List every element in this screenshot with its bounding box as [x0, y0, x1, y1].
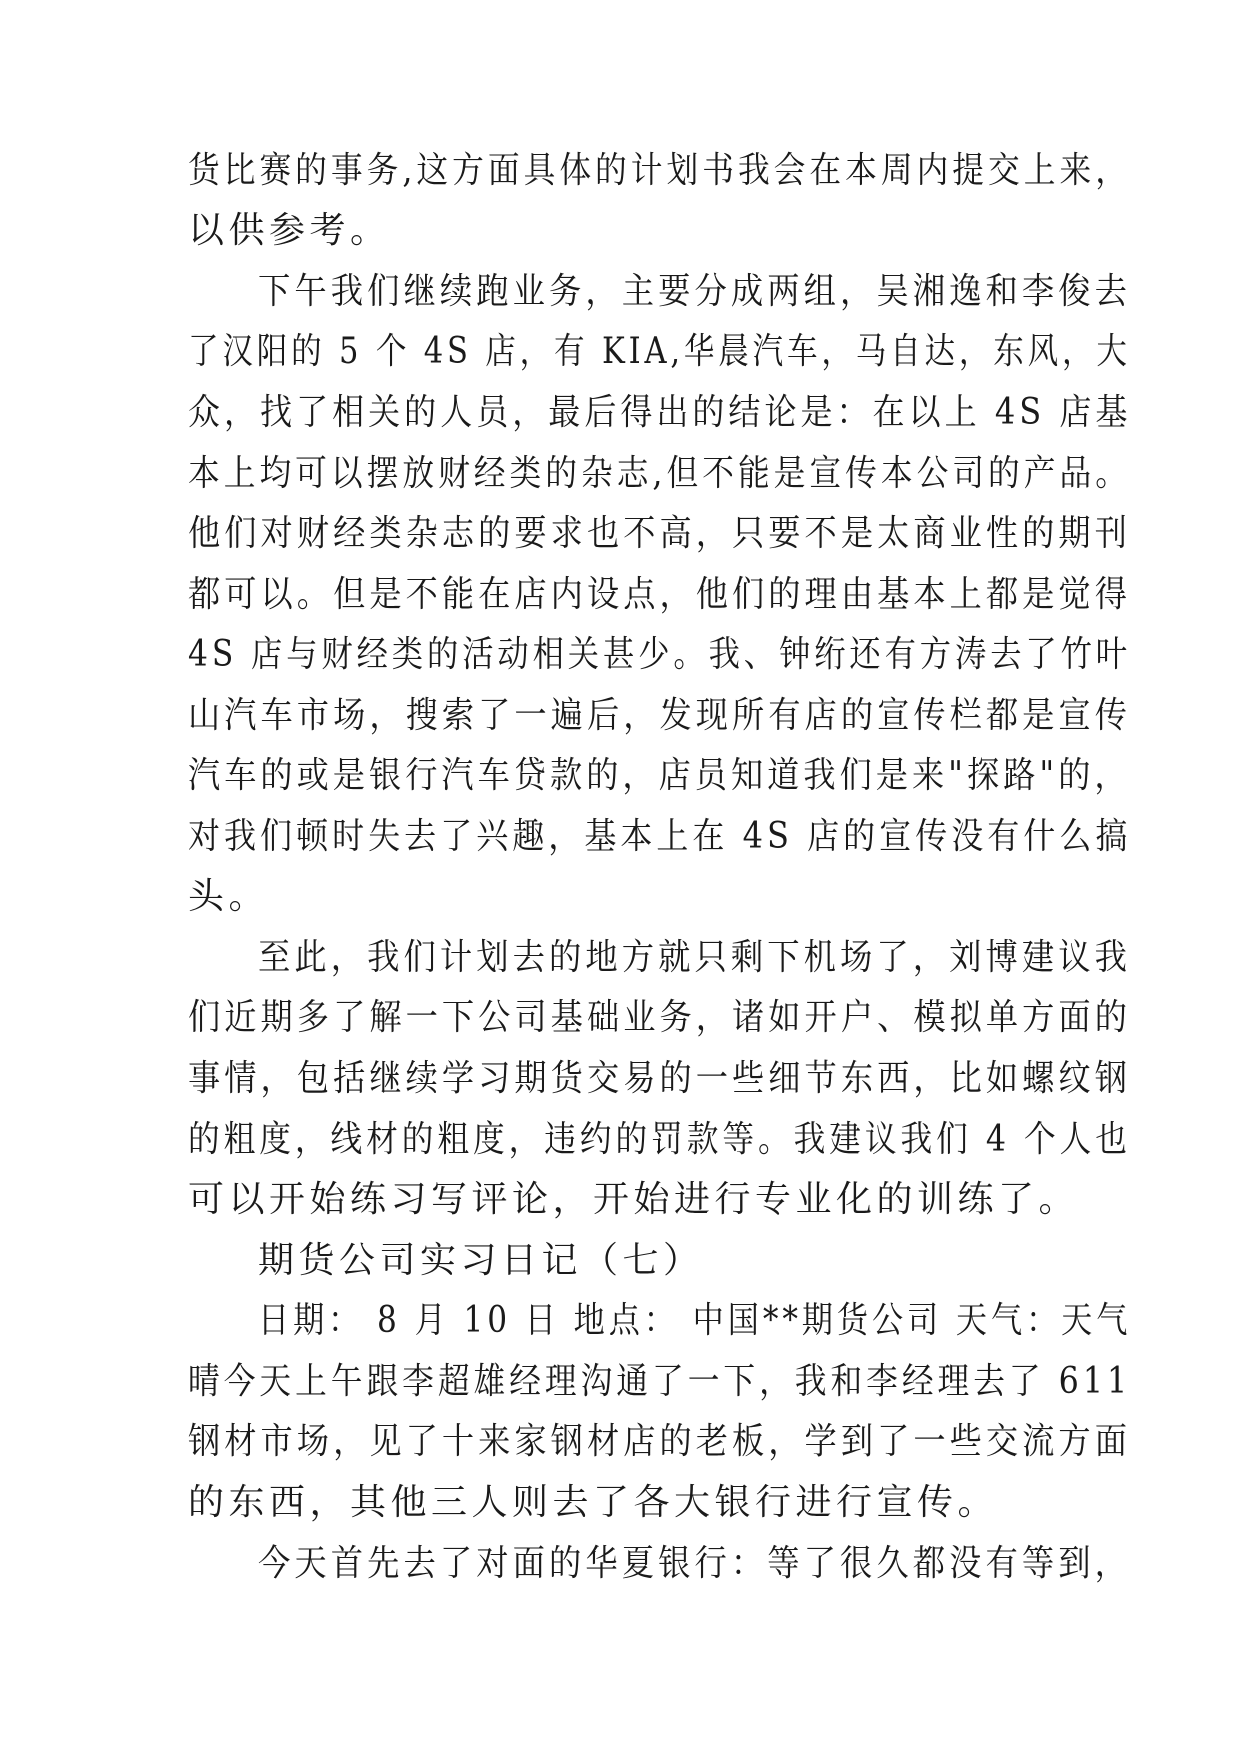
- text-line: 都可以。但是不能在店内设点，他们的理由基本上都是觉得: [188, 574, 1131, 615]
- text-line: 可以开始练习写评论，开始进行专业化的训练了。: [188, 1179, 1080, 1220]
- text-line: 头。: [188, 876, 270, 917]
- section-heading: 期货公司实习日记（七）: [258, 1240, 704, 1281]
- text-line: 下午我们继续跑业务，主要分成两组，吴湘逸和李俊去: [258, 271, 1131, 312]
- text-line: 的东西，其他三人则去了各大银行进行宣传。: [188, 1482, 999, 1523]
- text-line: 本上均可以摆放财经类的杂志,但不能是宣传本公司的产品。: [188, 453, 1131, 494]
- text-line: 们近期多了解一下公司基础业务，诸如开户、模拟单方面的: [188, 997, 1131, 1038]
- text-line: 晴今天上午跟李超雄经理沟通了一下，我和李经理去了 611: [188, 1361, 1132, 1402]
- text-line: 山汽车市场，搜索了一遍后，发现所有店的宣传栏都是宣传: [188, 695, 1131, 736]
- text-line: 众，找了相关的人员，最后得出的结论是：在以上 4S 店基: [188, 392, 1132, 433]
- text-line: 了汉阳的 5 个 4S 店，有 KIA,华晨汽车，马自达，东风，大: [188, 331, 1131, 372]
- text-line: 日期： 8 月 10 日 地点： 中国**期货公司 天气：天气: [258, 1300, 1132, 1341]
- text-line: 4S 店与财经类的活动相关甚少。我、钟绗还有方涛去了竹叶: [188, 634, 1131, 675]
- text-line: 以供参考。: [188, 210, 391, 251]
- text-line: 钢材市场，见了十来家钢材店的老板，学到了一些交流方面: [188, 1421, 1131, 1462]
- text-line: 事情，包括继续学习期货交易的一些细节东西，比如螺纹钢: [188, 1058, 1131, 1099]
- text-line: 货比赛的事务,这方面具体的计划书我会在本周内提交上来，: [188, 150, 1131, 191]
- text-line: 汽车的或是银行汽车贷款的，店员知道我们是来"探路"的，: [188, 755, 1131, 796]
- text-line: 对我们顿时失去了兴趣，基本上在 4S 店的宣传没有什么搞: [188, 816, 1132, 857]
- text-line: 他们对财经类杂志的要求也不高，只要不是太商业性的期刊: [188, 513, 1131, 554]
- text-line: 今天首先去了对面的华夏银行：等了很久都没有等到，: [258, 1543, 1131, 1584]
- text-line: 至此，我们计划去的地方就只剩下机场了，刘博建议我: [258, 937, 1131, 978]
- text-line: 的粗度，线材的粗度，违约的罚款等。我建议我们 4 个人也: [188, 1119, 1131, 1160]
